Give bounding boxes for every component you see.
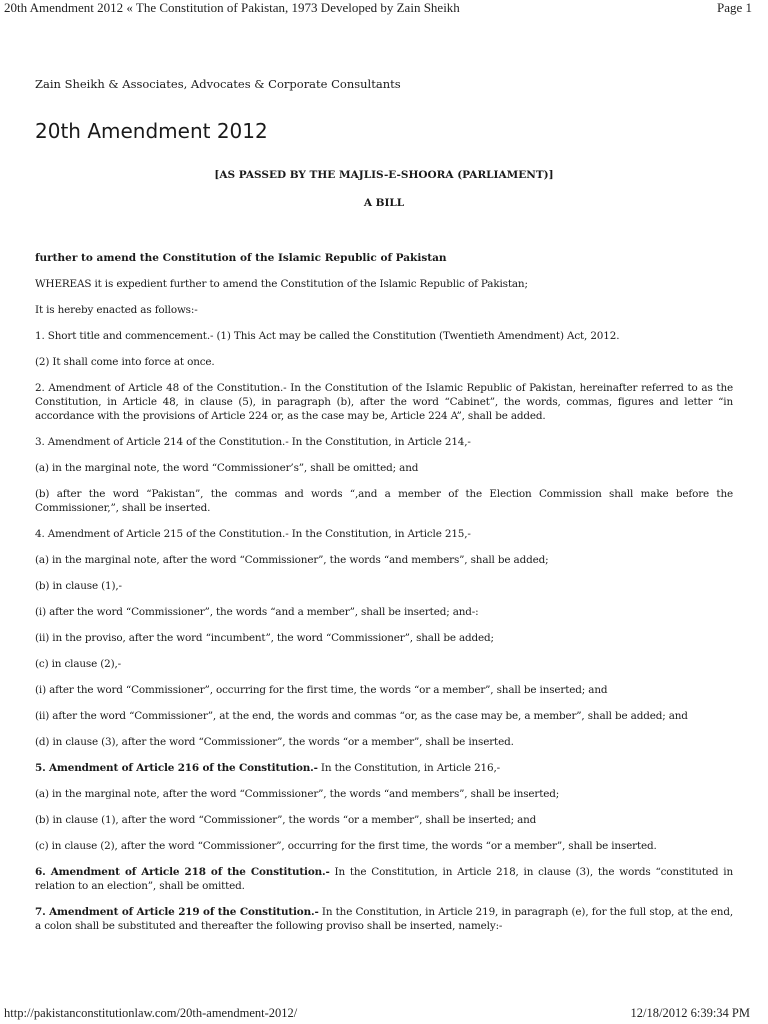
paragraph	[35, 329, 733, 343]
paragraph-text: (ii) after the word “Commissioner”, at the end, the words and commas “or, as the case may be, a member”, shall be added; and	[35, 710, 688, 722]
page-title: 20th Amendment 2012	[35, 119, 268, 143]
paragraph	[35, 553, 733, 567]
paragraph-text: (d) in clause (3), after the word “Commissioner”, the words “or a member”, shall be inserted.	[35, 736, 514, 748]
paragraph	[35, 605, 733, 619]
print-footer	[0, 1006, 768, 1024]
paragraph-text: (b) in clause (1),-	[35, 580, 122, 592]
paragraph	[35, 865, 733, 893]
paragraph	[35, 735, 733, 749]
paragraph	[35, 527, 733, 541]
bill-heading: further to amend the Constitution of the Islamic Republic of Pakistan	[35, 252, 447, 264]
paragraph-text: (i) after the word “Commissioner”, occurring for the first time, the words “or a member”, shall be inserted; and	[35, 684, 608, 696]
footer-datetime: 12/18/2012 6:39:34 PM	[630, 1006, 750, 1020]
paragraph-text: In the Constitution, in Article 219, in paragraph (e), for the full stop, at the end, a colon shall be substituted and thereafter the following proviso shall be inserted, namely:-	[35, 906, 733, 932]
paragraph-text: WHEREAS it is expedient further to amend the Constitution of the Islamic Republic of Pakistan;	[35, 278, 528, 290]
paragraph-text: (c) in clause (2),-	[35, 658, 122, 670]
paragraph	[35, 839, 733, 853]
paragraph	[35, 355, 733, 369]
paragraph-text: (b) after the word “Pakistan”, the commas and words “,and a member of the Election Commission shall make before the Commissioner,”, shall be inserted.	[35, 488, 733, 514]
document-body	[35, 76, 733, 945]
print-header	[0, 0, 768, 18]
paragraph-text: (a) in the marginal note, the word “Commissioner’s”, shall be omitted; and	[35, 462, 419, 474]
paragraph	[35, 579, 733, 593]
paragraph-text: (2) It shall come into force at once.	[35, 356, 215, 368]
paragraph-bold-heading: 6. Amendment of Article 218 of the Constitution.-	[35, 866, 330, 878]
paragraph-text: It is hereby enacted as follows:-	[35, 304, 198, 316]
paragraph	[35, 709, 733, 723]
paragraph	[35, 761, 733, 775]
footer-url: http://pakistanconstitutionlaw.com/20th-amendment-2012/	[4, 1006, 298, 1020]
paragraph-text: 4. Amendment of Article 215 of the Constitution.- In the Constitution, in Article 215,-	[35, 528, 471, 540]
paragraph	[35, 657, 733, 671]
paragraph	[35, 303, 733, 317]
paragraph-text: (b) in clause (1), after the word “Commissioner”, the words “or a member”, shall be inserted; and	[35, 814, 537, 826]
paragraph-text: In the Constitution, in Article 216,-	[317, 762, 500, 774]
paragraph	[35, 631, 733, 645]
paragraph-text: (ii) in the proviso, after the word “incumbent”, the word “Commissioner”, shall be added;	[35, 632, 494, 644]
paragraph-text: (i) after the word “Commissioner”, the words “and a member”, shall be inserted; and-:	[35, 606, 479, 618]
paragraph-bold-heading: 7. Amendment of Article 219 of the Constitution.-	[35, 906, 319, 918]
paragraph	[35, 277, 733, 291]
passed-notice: [AS PASSED BY THE MAJLIS-E-SHOORA (PARLIAMENT)]	[214, 169, 554, 181]
paragraph-text: 2. Amendment of Article 48 of the Constitution.- In the Constitution of the Islamic Republic of Pakistan, hereinafter referred to as the Constitution, in Article 48, in clause (5), in paragraph (b), after the word “Cabinet”, the words, commas, figures and letter “in accordance with the provisions of Article 224 or, as the case may be, Article 224 A”, shall be added.	[35, 382, 733, 422]
paragraph-text: In the Constitution, in Article 218, in clause (3), the words “constituted in relation to an election”, shall be omitted.	[35, 866, 733, 892]
paragraph-text: (c) in clause (2), after the word “Commissioner”, occurring for the first time, the words “or a member”, shall be inserted.	[35, 840, 657, 852]
print-header-title: 20th Amendment 2012 « The Constitution of Pakistan, 1973 Developed by Zain Sheikh	[4, 0, 460, 15]
paragraph	[35, 487, 733, 515]
paragraph	[35, 905, 733, 933]
firm-name: Zain Sheikh & Associates, Advocates & Corporate Consultants	[35, 77, 401, 91]
paragraph-text: 3. Amendment of Article 214 of the Constitution.- In the Constitution, in Article 214,-	[35, 436, 471, 448]
paragraph-text: 1. Short title and commencement.- (1) This Act may be called the Constitution (Twentieth Amendment) Act, 2012.	[35, 330, 620, 342]
paragraph	[35, 787, 733, 801]
paragraph	[35, 683, 733, 697]
page-number: Page 1	[716, 0, 752, 15]
paragraph-text: (a) in the marginal note, after the word “Commissioner”, the words “and members”, shall be inserted;	[35, 788, 560, 800]
paragraph	[35, 381, 733, 423]
paragraph	[35, 461, 733, 475]
paragraph-list	[35, 277, 733, 933]
paragraph-text: (a) in the marginal note, after the word “Commissioner”, the words “and members”, shall be added;	[35, 554, 549, 566]
bill-label: A BILL	[363, 197, 405, 209]
paragraph-bold-heading: 5. Amendment of Article 216 of the Constitution.-	[35, 762, 318, 774]
paragraph	[35, 435, 733, 449]
paragraph	[35, 813, 733, 827]
